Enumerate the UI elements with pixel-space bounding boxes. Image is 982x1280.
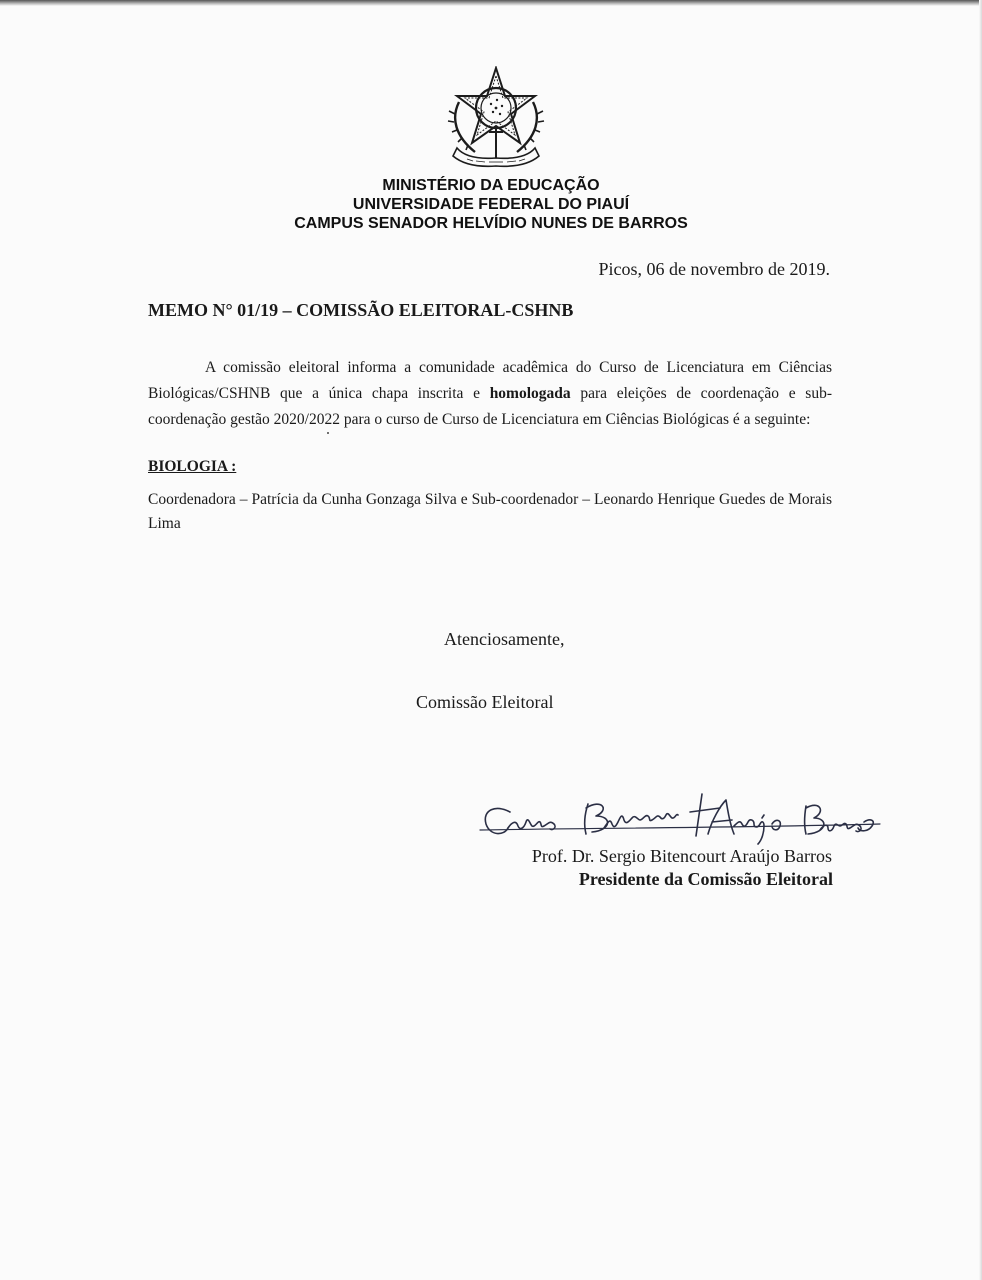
institution-header <box>0 176 982 233</box>
members-line: Coordenadora – Patrícia da Cunha Gonzaga Silva e Sub-coordenador – Leonardo Henrique Guedes de Morais Lima <box>148 491 832 532</box>
university-name: UNIVERSIDADE FEDERAL DO PIAUÍ <box>352 196 630 213</box>
body-paragraph <box>148 355 832 433</box>
memo-title: MEMO N° 01/19 – COMISSÃO ELEITORAL-CSHNB <box>148 300 574 320</box>
scan-top-edge <box>0 0 982 6</box>
brazil-coat-of-arms-icon <box>445 66 547 170</box>
signer-role: Presidente da Comissão Eleitoral <box>578 869 833 889</box>
date-line: Picos, 06 de novembro de 2019. <box>598 259 830 279</box>
section-label: BIOLOGIA : <box>148 458 237 475</box>
signer-name: Prof. Dr. Sergio Bitencourt Araújo Barros <box>531 846 832 866</box>
body-text-part1: A comissão eleitoral informa a comunidade acadêmica do Curso de Licenciatura em Ciências Biológicas/CSHNB que a única chapa inscrita e <box>148 359 832 402</box>
body-text-part2: para eleições de coordenação e sub-coordenação gestão 2020/2022 para o curso de Curso de Licenciatura em Ciências Biológicas é a seguinte: <box>148 385 832 428</box>
handwritten-signature <box>476 790 886 852</box>
body-bold-word: homologada <box>489 385 571 402</box>
closing-salutation: Atenciosamente, <box>444 629 565 649</box>
campus-name: CAMPUS SENADOR HELVÍDIO NUNES DE BARROS <box>294 215 688 232</box>
ministry-name: MINISTÉRIO DA EDUCAÇÃO <box>382 177 600 194</box>
committee-name: Comissão Eleitoral <box>416 692 554 712</box>
memo-body <box>148 355 832 433</box>
scan-speck <box>327 432 329 434</box>
